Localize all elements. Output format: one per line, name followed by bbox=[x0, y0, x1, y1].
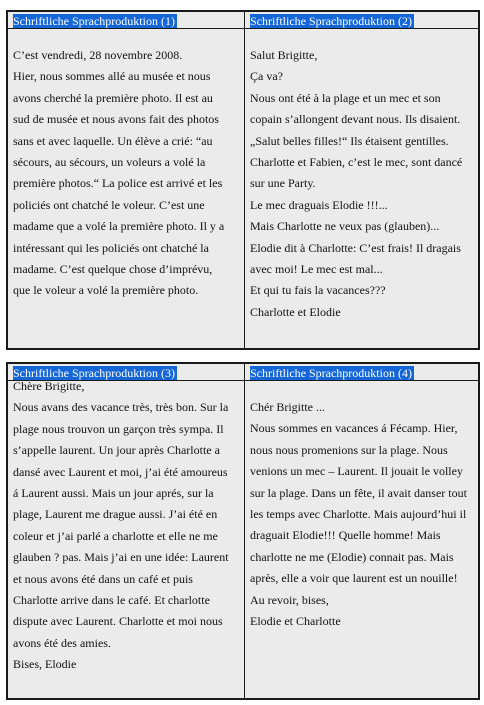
text-line: policiés ont chatché le voleur. C’est une bbox=[13, 197, 205, 212]
top-table bbox=[6, 10, 480, 350]
panel-3-header: Schriftliche Sprachproduktion (3) bbox=[13, 366, 175, 380]
text-line: draguait Elodie!!! Quelle homme! Mais bbox=[250, 528, 441, 543]
text-line: que le voleur a volé la première photo. bbox=[13, 283, 199, 298]
text-line: madame. C’est quelque chose d’imprévu, bbox=[13, 262, 213, 277]
text-line: Le mec draguais Elodie !!!... bbox=[250, 197, 388, 212]
text-line: nous nous promenions sur la plage. Nous bbox=[250, 442, 448, 457]
text-line: Chère Brigitte, bbox=[13, 379, 85, 393]
text-line: C’est vendredi, 28 novembre 2008. bbox=[13, 48, 183, 62]
text-line: sur une Party. bbox=[250, 176, 316, 191]
text-line: madame que a volé la première photo. Il y a bbox=[13, 219, 225, 234]
text-line: après, elle a voir que laurent est un nouille! bbox=[250, 571, 458, 586]
text-line: coleur et j’ai parlé a charlotte et elle ne me bbox=[13, 528, 218, 543]
text-line: Au revoir, bises, bbox=[250, 592, 329, 607]
text-line: les temps avec Charlotte. Mais aujourd’hui il bbox=[250, 507, 467, 522]
panel-1-text bbox=[13, 45, 242, 302]
text-line: Charlotte et Elodie bbox=[250, 304, 341, 319]
text-line: Mais Charlotte ne veux pas (glauben)... bbox=[250, 219, 440, 234]
text-line: Elodie et Charlotte bbox=[250, 614, 341, 629]
text-line: Elodie dit à Charlotte: C’est frais! Il dragais bbox=[250, 240, 461, 255]
text-line: avons été des amies. bbox=[13, 635, 111, 650]
text-line: sud de musée et nous avons fait des photos bbox=[13, 112, 219, 127]
panel-4-header-rule bbox=[245, 380, 478, 381]
panel-1 bbox=[8, 12, 245, 348]
bottom-table bbox=[6, 362, 480, 700]
text-line: plage, Laurent me drague aussi. J’ai été en bbox=[13, 507, 218, 522]
text-line: sécours, au sécours, un voleurs a volé la bbox=[13, 155, 206, 170]
text-line: dispute avec Laurent. Charlotte et moi nous bbox=[13, 614, 223, 629]
text-line: Nous sommes en vacances á Fécamp. Hier, bbox=[250, 421, 458, 436]
text-line: Hier, nous sommes allé au musée et nous bbox=[13, 69, 211, 84]
text-line: s’appelle laurent. Un jour après Charlotte a bbox=[13, 443, 220, 458]
text-line: et nous avons été dans un café et puis bbox=[13, 571, 193, 586]
text-line: „Salut belles filles!“ Ils étaisent gentilles. bbox=[250, 133, 449, 148]
text-line: Nous ont été à la plage et un mec et son bbox=[250, 90, 441, 105]
text-line: Et qui tu fais la vacances??? bbox=[250, 283, 386, 298]
text-line: charlotte ne me (Elodie) connait pas. Mais bbox=[250, 549, 454, 564]
panel-1-header: Schriftliche Sprachproduktion (1) bbox=[13, 14, 175, 28]
panel-1-header-rule bbox=[8, 28, 244, 29]
panel-2-header-rule bbox=[245, 28, 478, 29]
text-line: sans et avec laquelle. Un élève a crié: “au bbox=[13, 133, 213, 148]
text-line: Chér Brigitte ... bbox=[250, 400, 325, 414]
text-line: Nous avans des vacance très, très bon. Sur la bbox=[13, 400, 229, 415]
panel-4-header: Schriftliche Sprachproduktion (4) bbox=[250, 366, 412, 380]
panel-2 bbox=[245, 12, 478, 348]
panel-2-header: Schriftliche Sprachproduktion (2) bbox=[250, 14, 412, 28]
text-line: intéressant qui les policiés ont chatché la bbox=[13, 240, 209, 255]
text-line: avons cherché la première photo. Il est au bbox=[13, 90, 213, 105]
panel-3 bbox=[8, 364, 245, 698]
text-line: avec moi! Le mec est mal... bbox=[250, 262, 383, 277]
panel-4-text bbox=[250, 397, 476, 632]
text-line: Charlotte et Fabien, c’est le mec, sont dancé bbox=[250, 155, 463, 170]
text-line: dansé avec Laurent et moi, j’ai été amoureus bbox=[13, 464, 228, 479]
text-line: copain s’allongent devant nous. Ils disaient. bbox=[250, 112, 461, 127]
text-line: sur la plage. Dans un fête, il avait danser tout bbox=[250, 485, 467, 500]
text-line: á Laurent aussi. Mais un jour aprés, sur la bbox=[13, 486, 214, 501]
text-line: Charlotte arrive dans le café. Et charlotte bbox=[13, 593, 210, 608]
text-line: plage nous trouvon un garçon très sympa. Il bbox=[13, 421, 224, 436]
text-line: Salut Brigitte, bbox=[250, 48, 318, 62]
text-line: Bises, Elodie bbox=[13, 657, 77, 672]
text-line: venions un mec – Laurent. Il jouait le volley bbox=[250, 464, 463, 479]
panel-4 bbox=[245, 364, 478, 698]
text-line: glauben ? pas. Mais j’ai en une idée: Laurent bbox=[13, 550, 229, 565]
text-line: Ça va? bbox=[250, 69, 283, 84]
panel-3-text bbox=[13, 376, 242, 676]
panel-2-text bbox=[250, 45, 476, 323]
text-line: première photos.“ La police est arrivé et les bbox=[13, 176, 223, 191]
